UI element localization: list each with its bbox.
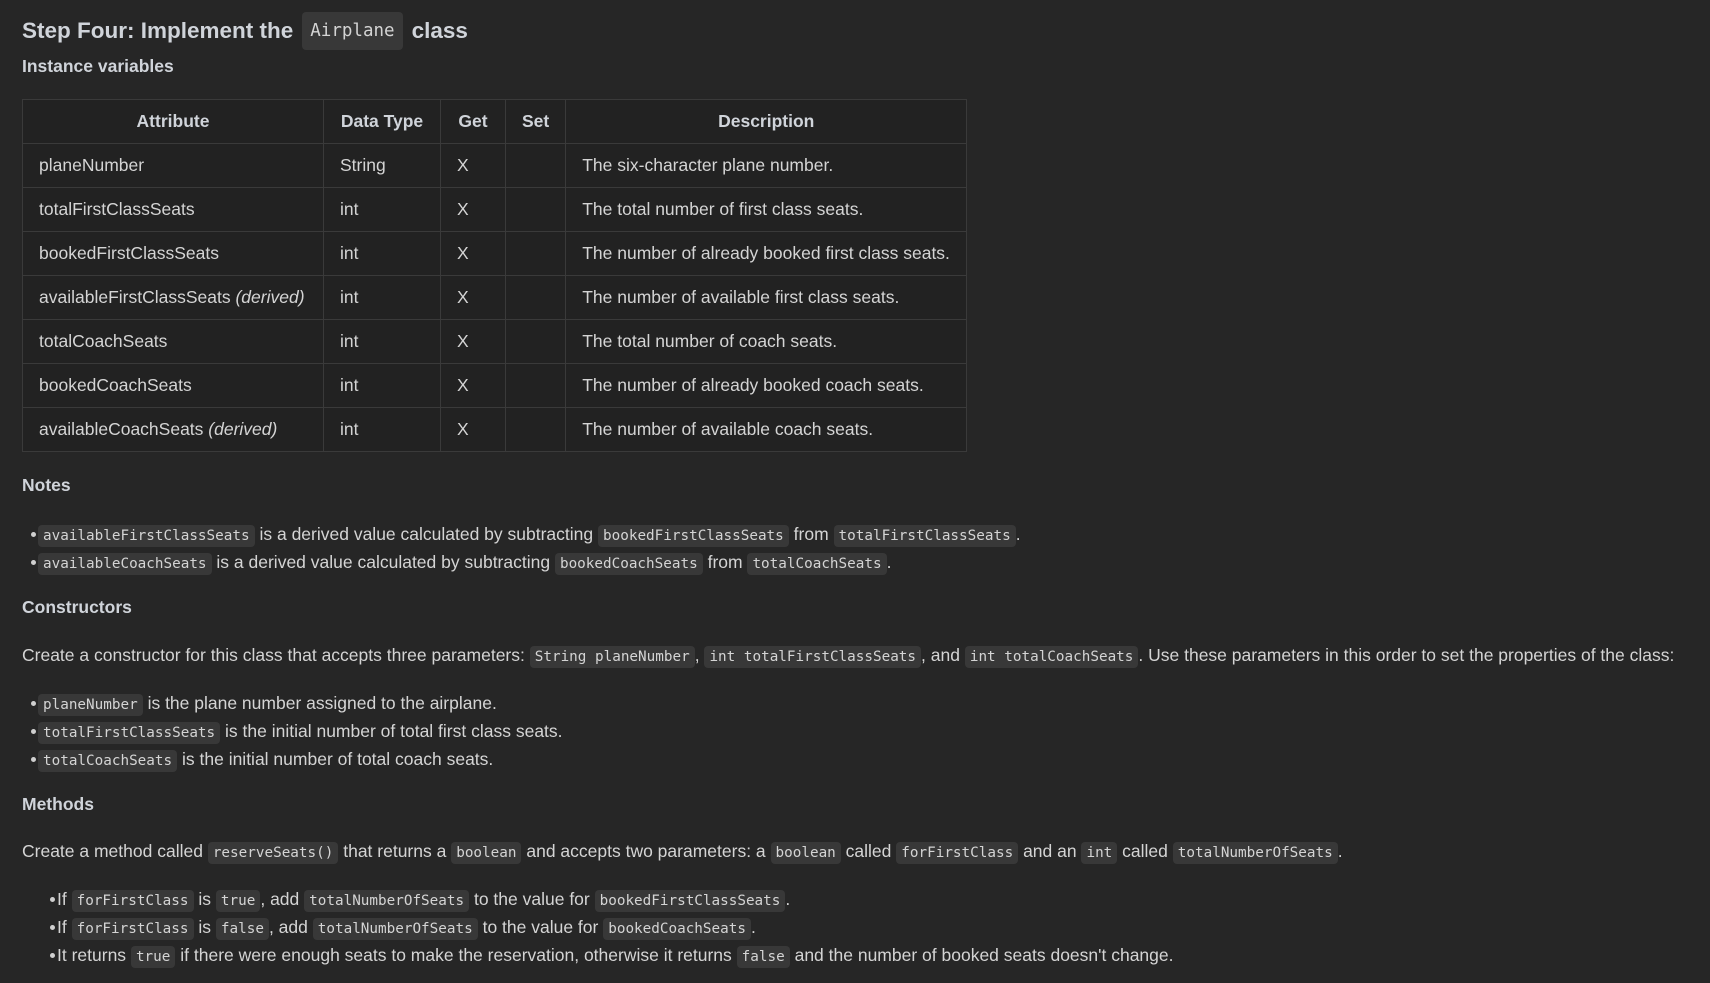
- cell-type: int: [324, 188, 441, 232]
- header-set: Set: [506, 100, 566, 144]
- list-item-text: If: [57, 889, 67, 909]
- heading-suffix: class: [411, 18, 468, 43]
- inline-code: false: [737, 946, 790, 968]
- list-item-text: to the value for: [482, 917, 599, 937]
- list-item-text: to the value for: [473, 889, 590, 909]
- cell-get: X: [441, 188, 506, 232]
- cell-type: int: [324, 408, 441, 452]
- step-heading: [22, 16, 468, 46]
- inline-code: int: [1081, 842, 1117, 864]
- paragraph-text: that returns a: [343, 841, 447, 861]
- methods-title: Methods: [22, 794, 94, 814]
- inline-code: reserveSeats(): [208, 842, 339, 864]
- list-item-text: It returns: [57, 945, 127, 965]
- cell-set: [506, 276, 566, 320]
- inline-code: String planeNumber: [530, 646, 695, 668]
- inline-code: false: [216, 918, 269, 940]
- inline-code: totalCoachSeats: [747, 553, 886, 575]
- paragraph-text: Create a constructor for this class that accepts three parameters:: [22, 645, 525, 665]
- list-item: [57, 885, 1173, 913]
- cell-attribute: planeNumber: [23, 144, 324, 188]
- cell-attribute: bookedCoachSeats: [23, 364, 324, 408]
- cell-get: X: [441, 144, 506, 188]
- inline-code: true: [131, 946, 175, 968]
- inline-code: bookedFirstClassSeats: [598, 525, 789, 547]
- cell-get: X: [441, 276, 506, 320]
- table-header-row: [23, 100, 967, 144]
- table-row: [23, 408, 967, 452]
- list-item: [38, 520, 1021, 548]
- inline-code: totalNumberOfSeats: [304, 890, 469, 912]
- inline-code: boolean: [771, 842, 841, 864]
- header-data-type: Data Type: [324, 100, 441, 144]
- list-item-text: is the initial number of total first class seats.: [225, 721, 563, 741]
- inline-code: availableCoachSeats: [38, 553, 212, 575]
- derived-marker: (derived): [235, 287, 305, 307]
- constructors-title: Constructors: [22, 597, 132, 617]
- inline-code: true: [216, 890, 260, 912]
- cell-attribute: totalFirstClassSeats: [23, 188, 324, 232]
- cell-type: int: [324, 276, 441, 320]
- inline-code: totalNumberOfSeats: [313, 918, 478, 940]
- list-item-text: is the initial number of total coach seats.: [182, 749, 494, 769]
- cell-attribute: totalCoachSeats: [23, 320, 324, 364]
- cell-attribute: availableFirstClassSeats (derived): [23, 276, 324, 320]
- table-row: [23, 144, 967, 188]
- cell-attribute: availableCoachSeats (derived): [23, 408, 324, 452]
- paragraph-text: called: [845, 841, 892, 861]
- cell-get: X: [441, 408, 506, 452]
- list-item-text: is: [198, 917, 212, 937]
- inline-code: boolean: [451, 842, 521, 864]
- cell-description: The number of available coach seats.: [566, 408, 967, 452]
- cell-set: [506, 364, 566, 408]
- methods-paragraph: [22, 839, 1343, 865]
- cell-attribute: bookedFirstClassSeats: [23, 232, 324, 276]
- table-row: [23, 276, 967, 320]
- list-item-text: is a derived value calculated by subtracting: [216, 552, 551, 572]
- inline-code: int totalCoachSeats: [965, 646, 1139, 668]
- inline-code: totalNumberOfSeats: [1173, 842, 1338, 864]
- list-item-text: is: [198, 889, 212, 909]
- paragraph-text: and accepts two parameters: a: [526, 841, 766, 861]
- cell-description: The total number of first class seats.: [566, 188, 967, 232]
- list-item-text: is a derived value calculated by subtracting: [259, 524, 594, 544]
- list-item-text: , add: [260, 889, 300, 909]
- inline-code: forFirstClass: [72, 890, 194, 912]
- cell-set: [506, 408, 566, 452]
- table-row: [23, 232, 967, 276]
- list-item-text: if there were enough seats to make the reservation, otherwise it returns: [180, 945, 732, 965]
- cell-type: int: [324, 232, 441, 276]
- heading-code: Airplane: [302, 12, 402, 50]
- paragraph-text: called: [1122, 841, 1168, 861]
- list-item-text: , add: [268, 917, 308, 937]
- constructors-paragraph: [22, 643, 1674, 669]
- header-description: Description: [566, 100, 967, 144]
- cell-description: The number of already booked first class seats.: [566, 232, 967, 276]
- header-get: Get: [441, 100, 506, 144]
- list-item: [57, 913, 1173, 941]
- inline-code: forFirstClass: [72, 918, 194, 940]
- notes-title: Notes: [22, 475, 71, 495]
- paragraph-text: . Use these parameters in this order to set the properties of the class:: [1138, 645, 1675, 665]
- list-item: [57, 941, 1173, 969]
- list-item-text: .: [886, 552, 892, 572]
- heading-prefix: Step Four: Implement the: [22, 18, 294, 43]
- methods-list: [22, 885, 1173, 969]
- list-item-text: .: [1015, 524, 1021, 544]
- cell-get: X: [441, 364, 506, 408]
- list-item-text: from: [793, 524, 829, 544]
- inline-code: forFirstClass: [896, 842, 1018, 864]
- cell-get: X: [441, 320, 506, 364]
- list-item-text: is the plane number assigned to the airplane.: [147, 693, 497, 713]
- cell-description: The six-character plane number.: [566, 144, 967, 188]
- header-attribute: Attribute: [23, 100, 324, 144]
- cell-description: The total number of coach seats.: [566, 320, 967, 364]
- cell-type: int: [324, 320, 441, 364]
- table-row: [23, 188, 967, 232]
- inline-code: availableFirstClassSeats: [38, 525, 255, 547]
- list-item: [38, 548, 1021, 576]
- cell-set: [506, 232, 566, 276]
- list-item: [38, 717, 563, 745]
- cell-description: The number of already booked coach seats.: [566, 364, 967, 408]
- inline-code: totalFirstClassSeats: [834, 525, 1016, 547]
- cell-description: The number of available first class seats.: [566, 276, 967, 320]
- paragraph-text: and an: [1023, 841, 1077, 861]
- inline-code: planeNumber: [38, 694, 143, 716]
- table-row: [23, 364, 967, 408]
- paragraph-text: .: [1337, 841, 1343, 861]
- cell-set: [506, 320, 566, 364]
- paragraph-text: , and: [921, 645, 960, 665]
- list-item: [38, 689, 563, 717]
- cell-type: String: [324, 144, 441, 188]
- inline-code: totalCoachSeats: [38, 750, 177, 772]
- instance-variables-title: Instance variables: [22, 56, 174, 76]
- paragraph-text: ,: [694, 645, 700, 665]
- constructors-list: [22, 689, 563, 773]
- inline-code: bookedCoachSeats: [603, 918, 751, 940]
- list-item-text: .: [785, 889, 791, 909]
- table-row: [23, 320, 967, 364]
- inline-code: bookedCoachSeats: [555, 553, 703, 575]
- list-item-text: and the number of booked seats doesn't change.: [794, 945, 1174, 965]
- inline-code: totalFirstClassSeats: [38, 722, 220, 744]
- list-item-text: If: [57, 917, 67, 937]
- notes-list: [22, 520, 1021, 576]
- derived-marker: (derived): [208, 419, 278, 439]
- inline-code: int totalFirstClassSeats: [704, 646, 921, 668]
- paragraph-text: Create a method called: [22, 841, 203, 861]
- list-item-text: .: [750, 917, 756, 937]
- inline-code: bookedFirstClassSeats: [595, 890, 786, 912]
- instance-variables-table: [22, 99, 967, 452]
- list-item: [38, 745, 563, 773]
- cell-get: X: [441, 232, 506, 276]
- list-item-text: from: [707, 552, 743, 572]
- cell-set: [506, 188, 566, 232]
- cell-set: [506, 144, 566, 188]
- cell-type: int: [324, 364, 441, 408]
